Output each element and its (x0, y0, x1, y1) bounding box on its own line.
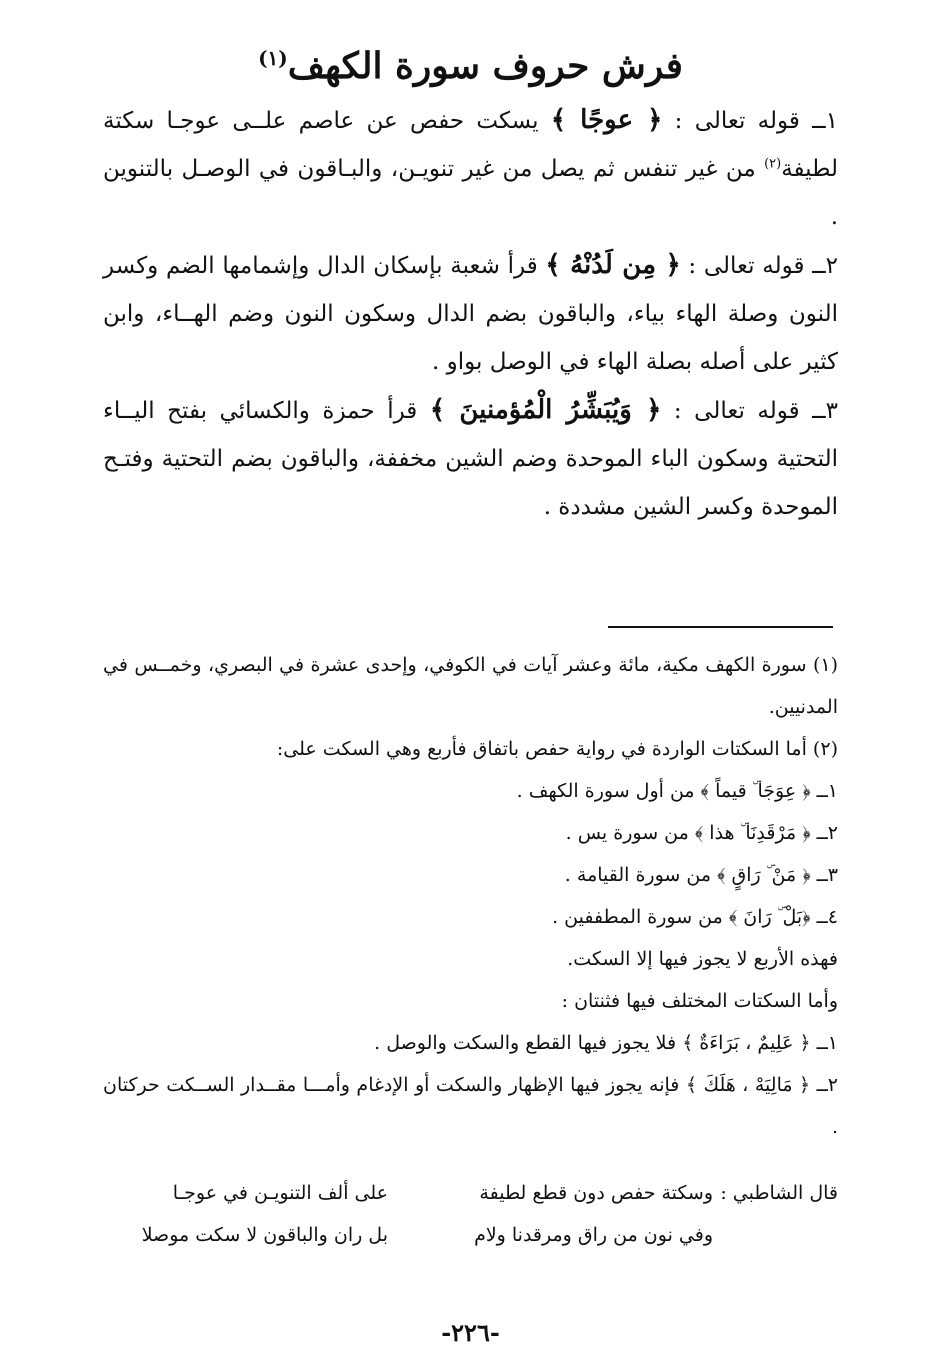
title-footnote-ref: (١) (258, 46, 288, 70)
footnotes (103, 644, 838, 1148)
page-number: -٢٢٦- (441, 1318, 500, 1347)
chapter-title-text: فرش حروف سورة الكهف (287, 45, 683, 87)
item-1-footnote-ref: (٢) (764, 156, 782, 172)
verse-attribution: قال الشاطبي : (720, 1182, 838, 1204)
item-3-text: قرأ حمزة والكسائي بفتح اليــاء التحتية وسكون الباء الموحدة وضم الشين مخففة، والباقون بضم التحتية وفتـح الموحدة وكسر الشين مشددة . (103, 398, 838, 520)
verse-second-hemistich: على ألف التنويـن في عوجـا (172, 1182, 388, 1204)
footnote-2-intro: (٢) أما السكتات الواردة في رواية حفص باتفاق فأربع وهي السكت على: (276, 738, 838, 760)
item-3-number: ٣ــ قوله تعالى : (661, 398, 838, 424)
footnote-2-list-item: ٢ــ ﴿ مَرْقَدِنَا ۜ هذا ﴾ من سورة يس . (565, 822, 838, 844)
footnote-1: (١) سورة الكهف مكية، مائة وعشر آيات في الكوفي، وإحدى عشرة في البصري، وخمــس في المدنيين. (103, 654, 838, 718)
footnote-2-disputed-item: ١ــ ﴿ عَلِيمٌ ، بَرَاءَةٌ ﴾ فلا يجوز فيها القطع والسكت والوصل . (374, 1032, 838, 1054)
item-2-text: قرأ شعبة بإسكان الدال وإشمامها الضم وكسر النون وصلة الهاء بياء، والباقون بضم الدال وسكون النون وضم الهــاء، وابن كثير على أصله بصلة الهاء في الوصل بواو . (103, 253, 838, 375)
item-1-quote: ﴿ عوجًا ﴾ (550, 105, 663, 135)
item-1-text-a: يسكت حفص عن عاصم علــى عوجـا سكتة لطيفة (103, 108, 838, 182)
verse-second-hemistich: بل ران والباقون لا سكت موصلا (141, 1224, 388, 1246)
item-2-number: ٢ــ قوله تعالى : (680, 253, 839, 279)
footnote-2-disputed-item: ٢ــ ﴿ مَالِيَهْ ، هَلَكَ ﴾ فإنه يجوز فيها الإظهار والسكت أو الإدغام وأمـــا مقــدار الســكت حركتان . (103, 1074, 838, 1138)
shatibi-verse (103, 1172, 838, 1256)
footnote-2-conclusion: فهذه الأربع لا يجوز فيها إلا السكت. (567, 948, 838, 970)
verse-first-hemistich: وفي نون من راق ومرقدنا ولام (474, 1224, 713, 1246)
item-1-number: ١ــ قوله تعالى : (662, 108, 839, 134)
item-2-quote: ﴿ مِن لَدُنْهُ ﴾ (545, 250, 681, 280)
verse-row (103, 1172, 838, 1214)
item-3 (103, 386, 838, 531)
main-text (103, 96, 838, 531)
item-1-text-b: من غير تنفس ثم يصل من غير تنويـن، والبـاقون في الوصـل بالتنوين . (103, 156, 838, 230)
item-1 (103, 96, 838, 241)
verse-first-hemistich: وسكتة حفص دون قطع لطيفة (479, 1182, 713, 1204)
verse-spacer (713, 1214, 838, 1256)
verse-row (103, 1214, 838, 1256)
footnote-2-list-item: ١ــ ﴿ عِوَجَا ۜ قيماً ﴾ من أول سورة الكهف . (516, 780, 838, 802)
footnote-separator (608, 626, 833, 628)
item-3-quote: ﴿ وَيُبَشِّرُ الْمُؤمنينَ ﴾ (429, 395, 662, 425)
footnote-2-list-item: ٤ــ ﴿بَلْ ۜ رَانَ ﴾ من سورة المطففين . (552, 906, 838, 928)
footnote-2-list-item: ٣ــ ﴿ مَنْ ۜ رَاقٍ ﴾ من سورة القيامة . (564, 864, 838, 886)
chapter-title (0, 38, 941, 94)
item-2 (103, 241, 838, 386)
footnote-2-disputed-intro: وأما السكتات المختلف فيها فثنتان : (561, 990, 838, 1012)
